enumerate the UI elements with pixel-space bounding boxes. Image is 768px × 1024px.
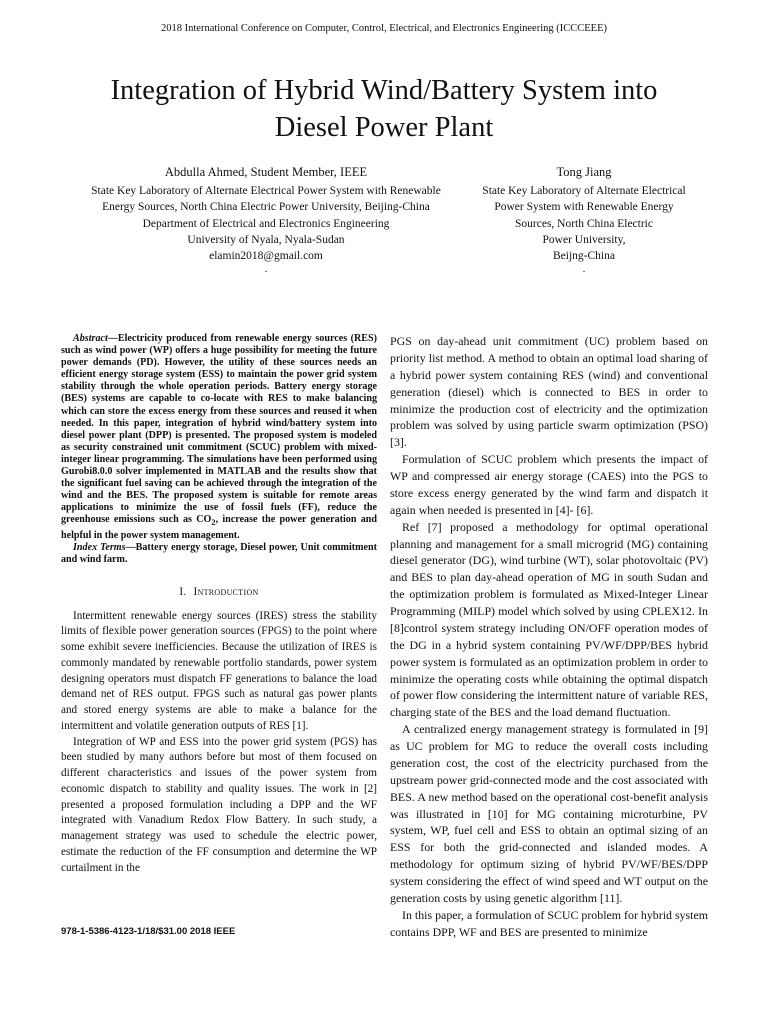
affiliation-line: Department of Electrical and Electronics Engineering <box>142 217 390 230</box>
section-number: I. <box>179 585 187 598</box>
copyright-footer: 978-1-5386-4123-1/18/$31.00 2018 IEEE <box>61 926 236 937</box>
affiliation-line: Power University, <box>542 233 626 246</box>
conference-header: 2018 International Conference on Computer, Control, Electrical, and Electronics Engineering (ICCCEEE) <box>161 23 607 34</box>
body-paragraph: Formulation of SCUC problem which presents the impact of WP and compressed air energy storage (CAES) into the PGS to store excess energy generated by the wind farm and dispatch it again when needed is presented in [4]- [6]. <box>390 452 708 517</box>
index-terms-text: —Battery energy storage, Diesel power, Unit commitment and wind farm. <box>61 541 377 565</box>
body-paragraph: Intermittent renewable energy sources (IRES) stress the stability limits of flexible power generation sources (FPGS) to the point where some exhibit severe inefficiencies. Because the utilization of IRES is commonly mandated by renewable portfolio standards, power system designing operators must dispatch FF generations to balance the load demand net of RES output. FPGS such as natural gas power plants and stored energy systems are able to make a balance for the intermittent and volatile generation outputs of RES [1]. <box>61 609 377 732</box>
affiliation-line: State Key Laboratory of Alternate Electrical Power System with Renewable <box>91 185 441 198</box>
right-column <box>390 333 708 941</box>
abstract-tail: , increase the power generation and helpful in the power system management. <box>61 514 378 541</box>
abstract-subscript: 2 <box>211 518 216 528</box>
title-line-1: Integration of Hybrid Wind/Battery System into <box>110 75 658 106</box>
index-terms-label: Index Terms <box>73 541 126 553</box>
affiliation-dot: . <box>264 263 268 276</box>
section-heading <box>61 585 377 601</box>
affiliation-dot: . <box>582 263 586 276</box>
body-paragraph: A centralized energy management strategy is formulated in [9] as UC problem for MG to reduce the overall costs including generation cost, the cost of the electricity purchased from the upstream power grid-connected mode and the cost associated with BES. A new method based on the operational cost-benefit analysis was illustrated in [10] for MG containing microturbine, PV system, WP, fuel cell and ESS to obtain an optimal sizing of an ESS for both the grid-connected and islanded modes. A methodology for optimum sizing of hybrid PV/WF/BES/DPP system considering the effect of wind speed and WT output on the generation costs by using genetic algorithm [11]. <box>390 722 708 905</box>
paper-title <box>0 72 768 146</box>
affiliation-line: Beijng-China <box>553 250 615 263</box>
index-terms <box>61 542 377 566</box>
body-paragraph: In this paper, a formulation of SCUC problem for hybrid system contains DPP, WF and BES are presented to minimize <box>390 907 708 939</box>
affiliation-line: University of Nyala, Nyala-Sudan <box>187 233 345 246</box>
body-paragraph: Ref [7] proposed a methodology for optimal operational planning and management for a small microgrid (MG) containing diesel generator (DG), wind turbine (WT), solar photovoltaic (PV) and BES to plan day-ahead operation of MG in south Sudan and the optimization problem is formulated as Mixed-Integer Linear Programming (MILP) model which solved by using CPLEX12. In [8]control system strategy including ON/OFF operation modes of the DG in a hybrid system containing PV/WF/DPP/BES hybrid power system is formulated as an optimization problem in order to minimize the operating costs while obtaining the optimal dispatch of power flow considering the intermittent nature of variable RES, charging state of the BES and the load demand fluctuation. <box>390 519 708 720</box>
author-block-1 <box>62 164 470 274</box>
author-name: Abdulla Ahmed, Student Member, IEEE <box>164 165 368 179</box>
author-name: Tong Jiang <box>556 165 612 179</box>
body-paragraph: PGS on day-ahead unit commitment (UC) problem based on priority list method. A method to obtain an optimal load sharing of a hybrid power system containing RES (wind) and conventional generation (diesel) which is connected to BES in order to minimize the production cost of electricity and the optimization problem was solved by using particle swarm optimization (PSO) [3]. <box>390 334 708 450</box>
abstract-text: —Electricity produced from renewable energy sources (RES) such as wind power (WP) offers a huge possibility for meeting the future power demands (PD). However, the utility of these sources needs an efficient energy storage system (ESS) to maintain the power grid system stability through the whole operation periods. Battery energy storage (BES) systems are capable to co-locate with RES to make balancing which can store the excess energy from these sources and reused it when needed. In this paper, integration of hybrid wind/battery system into diesel power plant (DPP) is presented. The proposed system is modeled as security constrained unit commitment (SCUC) problem with mixed-integer linear programming. The simulations have been performed using Gurobi8.0.0 solver implemented in MATLAB and the results show that the significant fuel saving can be achieved through the integration of the wind and the BES. The proposed system is suitable for remote areas applications to minimize the use of fossil fuels (FF), reduce the greenhouse emissions such as CO <box>61 333 377 526</box>
abstract-label: Abstract <box>73 333 108 344</box>
author-email: elamin2018@gmail.com <box>209 250 323 263</box>
author-block-2 <box>466 164 702 274</box>
body-paragraph: Integration of WP and ESS into the power grid system (PGS) has been studied by many authors before but most of them focused on different characteristics and issues of the power system from economic dispatch to stability and quality issues. The work in [2] presented a proposed formulation including a DPP and the WF integrated with Vanadium Redox Flow Battery. In such study, a management strategy was used to schedule the electric power, estimate the reduction of the FF consumption and determine the WP curtailment in the <box>61 735 377 874</box>
title-line-2: Diesel Power Plant <box>274 112 494 143</box>
affiliation-line: State Key Laboratory of Alternate Electrical <box>482 185 686 198</box>
affiliation-line: Energy Sources, North China Electric Power University, Beijing-China <box>102 201 430 214</box>
affiliation-line: Sources, North China Electric <box>515 217 653 230</box>
section-title: Introduction <box>193 585 259 598</box>
abstract <box>61 333 377 542</box>
left-column <box>61 333 377 876</box>
affiliation-line: Power System with Renewable Energy <box>494 201 674 214</box>
